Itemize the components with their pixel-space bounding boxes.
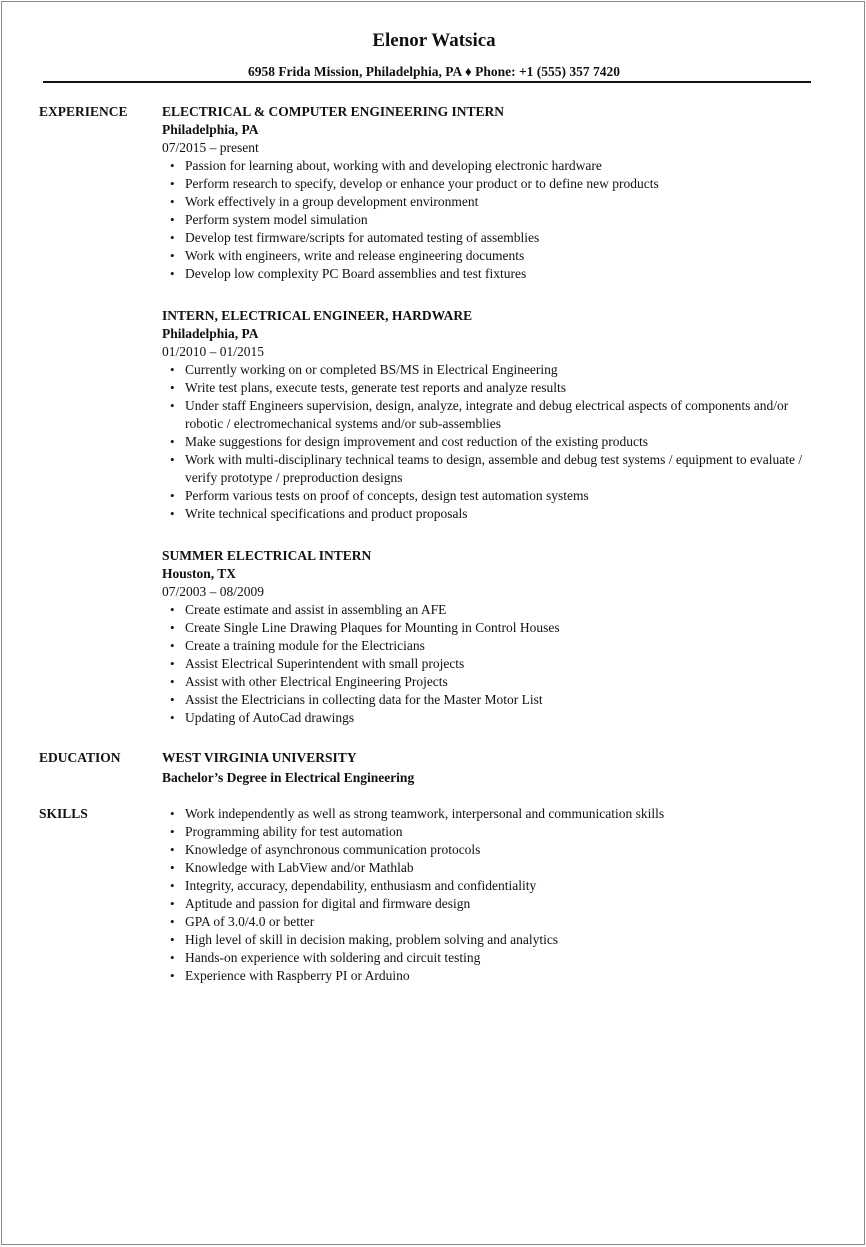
degree-name: Bachelor’s Degree in Electrical Engineering <box>162 770 415 785</box>
experience-heading: EXPERIENCE <box>39 104 128 119</box>
job-bullet: • Under staff Engineers supervision, design, analyze, integrate and debug electrical aspects of components and/or robotic / electromechanical systems and/or sub-assemblies <box>162 397 812 433</box>
job-title: SUMMER ELECTRICAL INTERN <box>162 548 372 563</box>
skill-item: • Integrity, accuracy, dependability, enthusiasm and confidentiality <box>162 877 812 895</box>
job-bullet: • Develop low complexity PC Board assemblies and test fixtures <box>162 265 812 283</box>
job-bullet: • Assist with other Electrical Engineering Projects <box>162 673 812 691</box>
skill-item: • Knowledge with LabView and/or Mathlab <box>162 859 812 877</box>
skill-item: • Work independently as well as strong teamwork, interpersonal and communication skills <box>162 805 812 823</box>
job-entry <box>162 547 812 727</box>
job-bullet: • Assist the Electricians in collecting data for the Master Motor List <box>162 691 812 709</box>
job-bullet: • Currently working on or completed BS/MS in Electrical Engineering <box>162 361 812 379</box>
job-bullet: • Work effectively in a group development environment <box>162 193 812 211</box>
skill-item: • Knowledge of asynchronous communication protocols <box>162 841 812 859</box>
job-title: INTERN, ELECTRICAL ENGINEER, HARDWARE <box>162 308 473 323</box>
skills-body <box>162 805 812 985</box>
job-bullet: • Work with multi-disciplinary technical teams to design, assemble and debug test systems / equipment to evaluate / verify prototype / preproduction designs <box>162 451 812 487</box>
skill-item: • GPA of 3.0/4.0 or better <box>162 913 812 931</box>
job-bullet: • Make suggestions for design improvement and cost reduction of the existing products <box>162 433 812 451</box>
job-location: Philadelphia, PA <box>162 326 259 341</box>
skills-list <box>162 805 812 985</box>
skill-item: • Aptitude and passion for digital and firmware design <box>162 895 812 913</box>
job-bullet: • Perform system model simulation <box>162 211 812 229</box>
job-bullet: • Work with engineers, write and release engineering documents <box>162 247 812 265</box>
resume-page <box>1 1 865 1245</box>
school-name: WEST VIRGINIA UNIVERSITY <box>162 750 357 765</box>
job-bullet: • Create estimate and assist in assembling an AFE <box>162 601 812 619</box>
job-location: Philadelphia, PA <box>162 122 259 137</box>
job-bullet: • Create a training module for the Electricians <box>162 637 812 655</box>
job-entry <box>162 307 812 523</box>
job-dates: 01/2010 – 01/2015 <box>162 344 265 359</box>
job-location: Houston, TX <box>162 566 237 581</box>
job-bullets <box>162 601 812 727</box>
education-body <box>162 749 812 787</box>
skill-item: • Experience with Raspberry PI or Arduino <box>162 967 812 985</box>
job-dates: 07/2015 – present <box>162 140 259 155</box>
job-bullet: • Develop test firmware/scripts for automated testing of assemblies <box>162 229 812 247</box>
job-dates: 07/2003 – 08/2009 <box>162 584 265 599</box>
experience-body <box>162 103 812 743</box>
job-entry <box>162 103 812 283</box>
job-bullet: • Assist Electrical Superintendent with small projects <box>162 655 812 673</box>
job-bullet: • Write technical specifications and product proposals <box>162 505 812 523</box>
job-bullet: • Updating of AutoCad drawings <box>162 709 812 727</box>
job-bullet: • Create Single Line Drawing Plaques for Mounting in Control Houses <box>162 619 812 637</box>
job-bullet: • Perform various tests on proof of concepts, design test automation systems <box>162 487 812 505</box>
skills-heading: SKILLS <box>39 806 88 821</box>
job-title: ELECTRICAL & COMPUTER ENGINEERING INTERN <box>162 104 505 119</box>
job-bullet: • Passion for learning about, working with and developing electronic hardware <box>162 157 812 175</box>
contact-line: 6958 Frida Mission, Philadelphia, PA ♦ Phone: +1 (555) 357 7420 <box>247 64 621 79</box>
education-heading: EDUCATION <box>39 750 121 765</box>
job-bullets <box>162 157 812 283</box>
skill-item: • Programming ability for test automation <box>162 823 812 841</box>
skill-item: • Hands-on experience with soldering and circuit testing <box>162 949 812 967</box>
candidate-name: Elenor Watsica <box>372 30 496 51</box>
header-divider <box>43 81 811 83</box>
job-bullet: • Write test plans, execute tests, generate test reports and analyze results <box>162 379 812 397</box>
job-bullets <box>162 361 812 523</box>
job-bullet: • Perform research to specify, develop or enhance your product or to define new products <box>162 175 812 193</box>
skill-item: • High level of skill in decision making, problem solving and analytics <box>162 931 812 949</box>
